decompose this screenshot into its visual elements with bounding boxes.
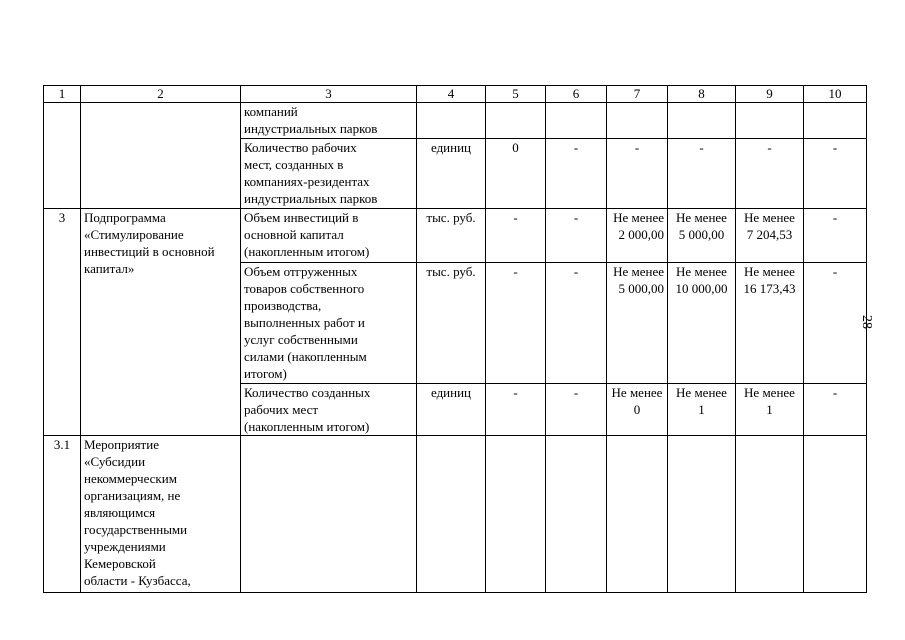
table-cell-unit: тыс. руб. [417, 263, 486, 384]
table-cell: - [736, 139, 804, 209]
table-cell: - [804, 384, 867, 436]
header-cell: 6 [546, 86, 607, 103]
table-cell: Не менее 5 000,00 [607, 263, 668, 384]
table-cell: - [546, 139, 607, 209]
table-cell-number: 3.1 [44, 436, 81, 593]
table-cell [607, 436, 668, 593]
table-cell-program [81, 103, 241, 209]
table-cell: - [486, 209, 546, 263]
table-cell-unit [417, 436, 486, 593]
table-cell-unit: единиц [417, 384, 486, 436]
table-cell [668, 436, 736, 593]
table-cell-number [44, 103, 81, 209]
table-cell [486, 103, 546, 139]
table-cell-indicator: Количество созданных рабочих мест (накопленным итогом) [241, 384, 417, 436]
table-cell [546, 436, 607, 593]
table-cell: - [546, 384, 607, 436]
header-cell: 1 [44, 86, 81, 103]
table-cell: - [607, 139, 668, 209]
table-cell-indicator: Объем инвестиций в основной капитал (накопленным итогом) [241, 209, 417, 263]
table-cell [546, 103, 607, 139]
table-cell-program: Мероприятие «Субсидии некоммерческим организациям, не являющимся государственными учреждениями Кемеровской области - Кузбасса, [81, 436, 241, 593]
table-cell-unit [417, 103, 486, 139]
table-row [44, 103, 867, 139]
table-cell: - [486, 384, 546, 436]
table-cell-unit: единиц [417, 139, 486, 209]
header-cell: 2 [81, 86, 241, 103]
table-cell [668, 103, 736, 139]
table-cell-program: Подпрограмма «Стимулирование инвестиций в основной капитал» [81, 209, 241, 436]
header-cell: 8 [668, 86, 736, 103]
table-cell: Не менее 0 [607, 384, 668, 436]
table-cell: Не менее 7 204,53 [736, 209, 804, 263]
header-cell: 5 [486, 86, 546, 103]
table-cell [486, 436, 546, 593]
table-cell: - [486, 263, 546, 384]
header-cell: 7 [607, 86, 668, 103]
table-row [44, 209, 867, 263]
table-cell: 0 [486, 139, 546, 209]
table-header-row [44, 86, 867, 103]
header-cell: 9 [736, 86, 804, 103]
header-cell: 3 [241, 86, 417, 103]
table-cell-indicator: компаний индустриальных парков [241, 103, 417, 139]
table-cell: Не менее 1 [668, 384, 736, 436]
table-cell [804, 103, 867, 139]
table-cell: - [804, 139, 867, 209]
table-cell [607, 103, 668, 139]
table-cell [736, 103, 804, 139]
table-cell: Не менее 10 000,00 [668, 263, 736, 384]
table-cell: - [546, 209, 607, 263]
table-cell: - [668, 139, 736, 209]
table-cell-indicator: Количество рабочих мест, созданных в компаниях-резидентах индустриальных парков [241, 139, 417, 209]
table-cell: - [546, 263, 607, 384]
table-cell-unit: тыс. руб. [417, 209, 486, 263]
table-cell [804, 436, 867, 593]
table-cell: - [804, 263, 867, 384]
table-cell-number: 3 [44, 209, 81, 436]
table-cell: Не менее 1 [736, 384, 804, 436]
table-cell-indicator: Объем отгруженных товаров собственного производства, выполненных работ и услуг собственными силами (накопленным итогом) [241, 263, 417, 384]
table-cell: Не менее 2 000,00 [607, 209, 668, 263]
indicators-table [43, 85, 867, 593]
header-cell: 4 [417, 86, 486, 103]
table-row [44, 436, 867, 593]
table-cell: Не менее 5 000,00 [668, 209, 736, 263]
table-cell: Не менее 16 173,43 [736, 263, 804, 384]
header-cell: 10 [804, 86, 867, 103]
table-cell [736, 436, 804, 593]
table-cell-indicator [241, 436, 417, 593]
page-number: 28 [859, 315, 874, 329]
table-cell: - [804, 209, 867, 263]
